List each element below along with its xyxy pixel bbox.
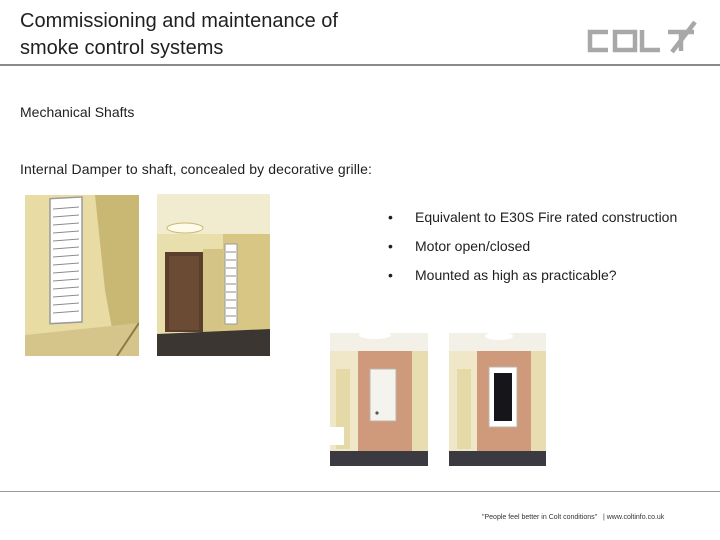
header-divider bbox=[0, 64, 720, 66]
list-item bbox=[388, 237, 688, 256]
bullet-icon: • bbox=[388, 238, 393, 254]
colt-logo bbox=[582, 18, 700, 58]
footer-url[interactable]: www.coltinfo.co.uk bbox=[606, 514, 665, 521]
footer-tagline: "People feel better in Colt conditions" bbox=[482, 514, 598, 521]
list-item bbox=[388, 266, 688, 285]
list-item bbox=[388, 208, 688, 227]
list-item-text: Mounted as high as practicable? bbox=[415, 267, 617, 283]
footer bbox=[482, 514, 664, 521]
footer-divider bbox=[0, 491, 720, 492]
section-heading: Mechanical Shafts bbox=[20, 104, 135, 120]
list-item-text: Motor open/closed bbox=[415, 238, 531, 254]
footer-separator: | bbox=[602, 514, 605, 521]
feature-list bbox=[388, 208, 688, 295]
intro-text: Internal Damper to shaft, concealed by decorative grille: bbox=[20, 161, 372, 177]
bullet-icon: • bbox=[388, 209, 393, 225]
corridor-door-photo bbox=[157, 194, 270, 356]
title-line-2: smoke control systems bbox=[20, 37, 224, 59]
closed-panel-photo bbox=[330, 333, 428, 466]
bullet-icon: • bbox=[388, 267, 393, 283]
open-panel-photo bbox=[449, 333, 546, 466]
page-title bbox=[20, 8, 560, 62]
list-item-text: Equivalent to E30S Fire rated construction bbox=[415, 209, 678, 225]
title-line-1: Commissioning and maintenance of bbox=[20, 10, 338, 32]
corridor-grille-photo bbox=[25, 195, 139, 356]
